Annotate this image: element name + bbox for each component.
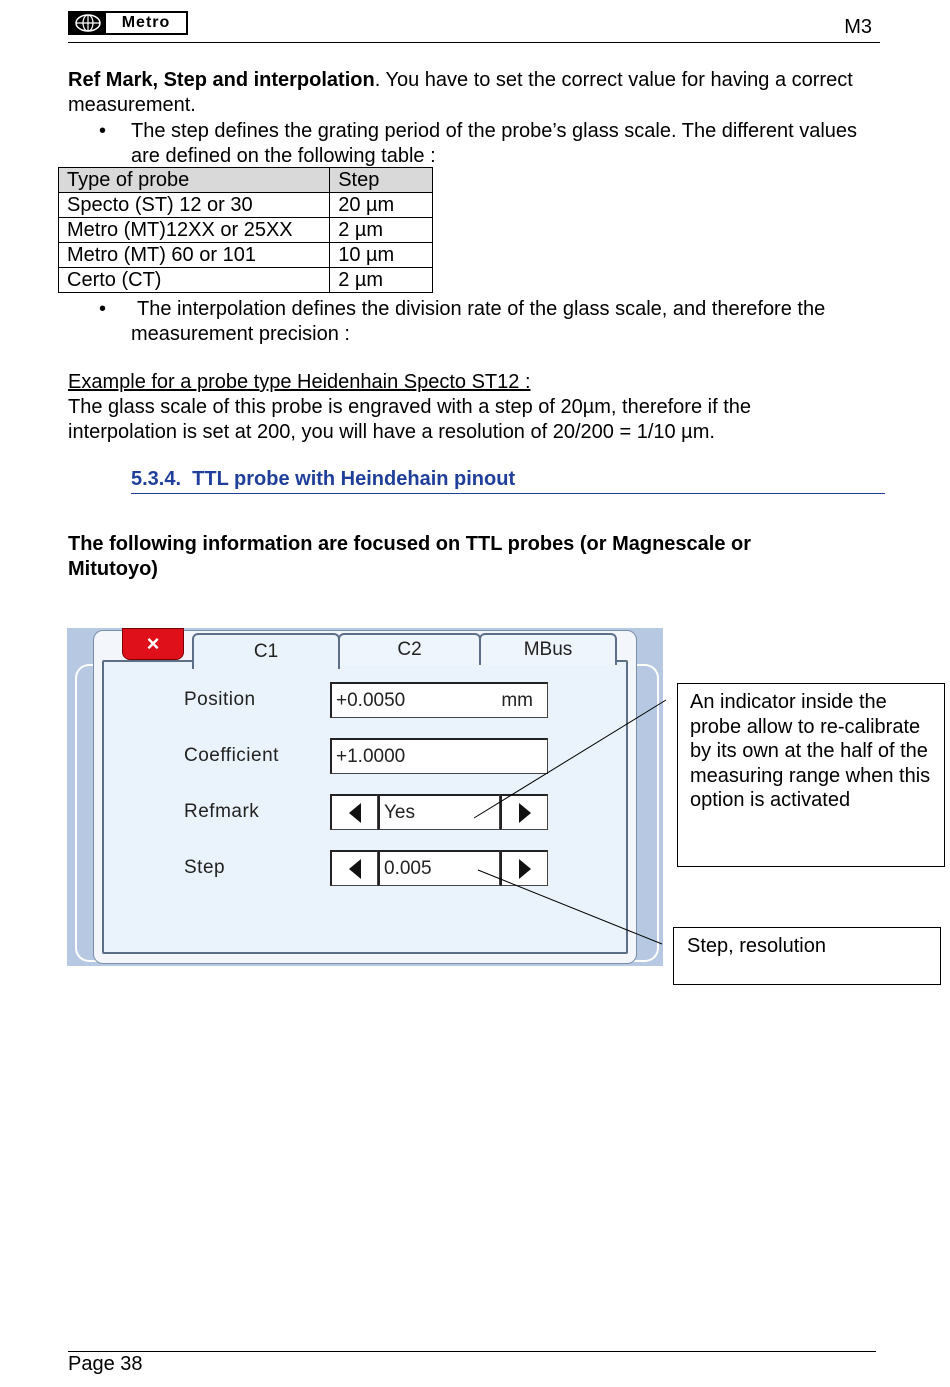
table-cell: 2 µm [330, 268, 433, 293]
table-cell: 2 µm [330, 218, 433, 243]
bullet-step-text: The step defines the grating period of the probe’s glass scale. The different values are defined on the following table : [131, 120, 858, 167]
table-header-cell: Step [330, 168, 433, 193]
footer-rule [68, 1351, 876, 1352]
document-code: M3 [844, 16, 872, 38]
logo-text: Metro [121, 14, 171, 31]
refmark-leader-line [474, 700, 666, 818]
step-leader-line [478, 870, 662, 944]
section-title: TTL probe with Heindehain pinout [192, 468, 516, 490]
table-cell: 10 µm [330, 243, 433, 268]
table-header-cell: Type of probe [59, 168, 330, 193]
example-title: Example for a probe type Heidenhain Specto ST12 : [68, 371, 531, 393]
ttl-focus-note: The following information are focused on TTL probes (or Magnescale or Mitutoyo) [68, 533, 752, 580]
bullet-icon: • [99, 120, 107, 142]
position-unit: mm [501, 689, 533, 711]
table-cell: Certo (CT) [59, 268, 330, 293]
tab-label: MBus [523, 639, 573, 660]
close-icon: × [146, 631, 160, 656]
intro-text: . You have to set the correct value for having a correct measurement. [68, 69, 853, 116]
tab-label: C2 [397, 639, 422, 660]
example-body: The glass scale of this probe is engraved with a step of 20µm, therefore if the interpolation is set at 200, you will have a resolution of 20/200 = 1/10 µm. [68, 396, 751, 443]
table-cell: 20 µm [330, 193, 433, 218]
tab-c1[interactable] [192, 633, 340, 669]
coefficient-value: +1.0000 [336, 745, 406, 767]
refmark-value: Yes [384, 801, 415, 823]
bullet-icon: • [99, 298, 107, 320]
bullet-interpolation-text: The interpolation defines the division rate of the glass scale, and therefore the measurement precision : [131, 298, 826, 345]
section-number: 5.3.4. [131, 468, 182, 490]
refmark-callout: An indicator inside the probe allow to re-calibrate by its own at the half of the measuring range when this option is activated [677, 683, 945, 867]
step-label: Step [184, 857, 226, 878]
step-callout: Step, resolution [673, 927, 941, 985]
tab-label: C1 [253, 641, 279, 662]
page-number: Page 38 [68, 1353, 143, 1375]
table-cell: Specto (ST) 12 or 30 [59, 193, 330, 218]
position-label: Position [184, 689, 256, 710]
coefficient-label: Coefficient [184, 745, 279, 766]
table-cell: Metro (MT)12XX or 25XX [59, 218, 330, 243]
intro-bold-lead: Ref Mark, Step and interpolation [68, 69, 375, 91]
position-value: +0.0050 [336, 689, 406, 711]
table-cell: Metro (MT) 60 or 101 [59, 243, 330, 268]
refmark-label: Refmark [184, 801, 260, 822]
step-value: 0.005 [384, 857, 432, 879]
